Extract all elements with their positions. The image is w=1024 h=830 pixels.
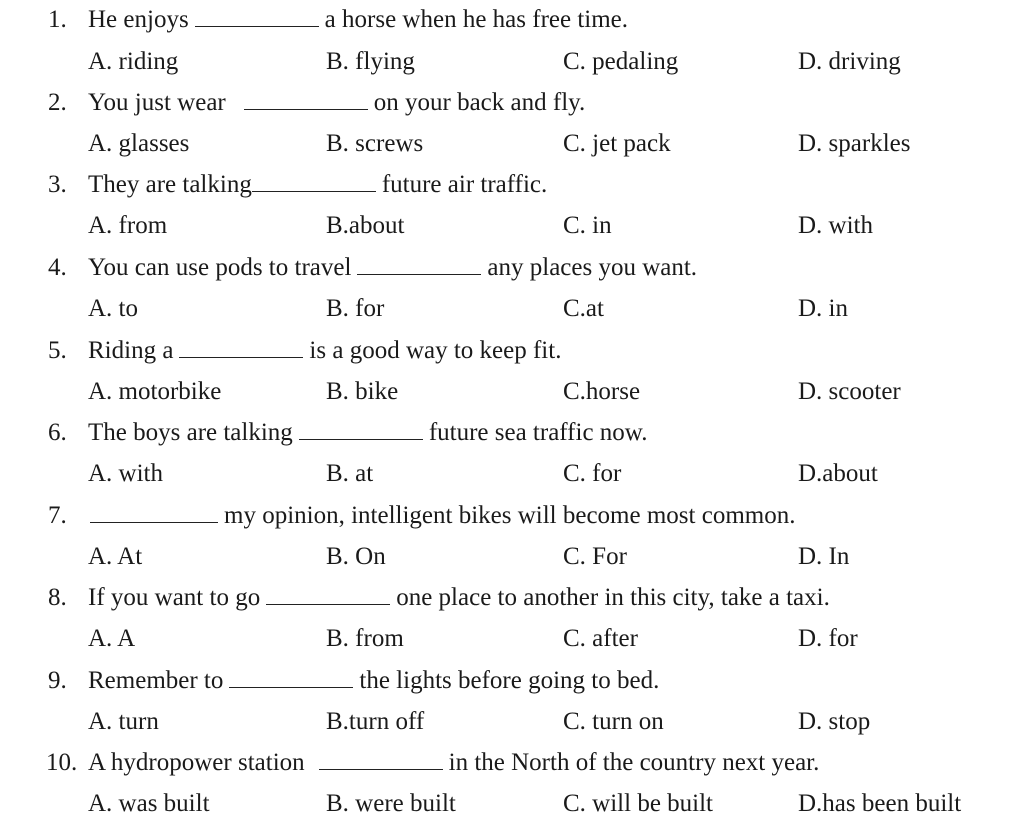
option-b: B. for xyxy=(326,295,385,322)
option-c: C. jet pack xyxy=(563,130,671,157)
question-text xyxy=(88,6,628,34)
question-9 xyxy=(0,667,1024,707)
question-text xyxy=(88,749,819,777)
question-number: 3. xyxy=(48,171,67,198)
question-stem: Remember to xyxy=(88,667,224,694)
options-5 xyxy=(0,378,1024,418)
question-continuation: is a good way to keep fit. xyxy=(309,337,562,364)
answer-blank xyxy=(90,521,218,523)
question-continuation: my opinion, intelligent bikes will become most common. xyxy=(224,502,796,529)
answer-blank xyxy=(244,108,368,110)
question-stem: The boys are talking xyxy=(88,419,293,446)
option-a: A. motorbike xyxy=(88,378,222,405)
answer-blank xyxy=(319,768,443,770)
option-b: B. flying xyxy=(326,48,415,75)
question-stem: If you want to go xyxy=(88,584,261,611)
option-c: C. will be built xyxy=(563,790,713,817)
question-stem: A hydropower station xyxy=(88,749,305,776)
question-10 xyxy=(0,749,1024,789)
option-a: A. with xyxy=(88,460,163,487)
options-9 xyxy=(0,708,1024,748)
option-b: B.turn off xyxy=(326,708,425,735)
question-text xyxy=(88,502,795,530)
question-stem: They are talking xyxy=(88,171,252,198)
option-d: D. sparkles xyxy=(798,130,911,157)
options-4 xyxy=(0,295,1024,335)
option-d: D. for xyxy=(798,625,858,652)
options-6 xyxy=(0,460,1024,500)
options-8 xyxy=(0,625,1024,665)
options-7 xyxy=(0,543,1024,583)
option-c: C. turn on xyxy=(563,708,664,735)
option-c: C. after xyxy=(563,625,638,652)
answer-blank xyxy=(266,603,390,605)
option-b: B.about xyxy=(326,212,405,239)
question-continuation: the lights before going to bed. xyxy=(359,667,660,694)
question-number: 1. xyxy=(48,6,67,33)
option-b: B. bike xyxy=(326,378,399,405)
question-number: 9. xyxy=(48,667,67,694)
question-number: 6. xyxy=(48,419,67,446)
question-1 xyxy=(0,6,1024,46)
option-a: A. to xyxy=(88,295,138,322)
option-c: C. for xyxy=(563,460,622,487)
question-7 xyxy=(0,502,1024,542)
option-d: D.about xyxy=(798,460,878,487)
question-stem: You can use pods to travel xyxy=(88,254,352,281)
option-b: B. were built xyxy=(326,790,456,817)
option-a: A. glasses xyxy=(88,130,190,157)
option-b: B. at xyxy=(326,460,374,487)
option-b: B. screws xyxy=(326,130,424,157)
question-number: 4. xyxy=(48,254,67,281)
question-number: 10. xyxy=(46,749,78,776)
option-b: B. On xyxy=(326,543,386,570)
option-a: A. riding xyxy=(88,48,179,75)
question-continuation: on your back and fly. xyxy=(373,89,586,116)
question-2 xyxy=(0,89,1024,129)
option-a: A. At xyxy=(88,543,143,570)
option-c: C.horse xyxy=(563,378,641,405)
question-stem: You just wear xyxy=(88,89,226,116)
answer-blank xyxy=(299,438,423,440)
option-a: A. A xyxy=(88,625,136,652)
options-2 xyxy=(0,130,1024,170)
question-text xyxy=(88,419,647,447)
option-d: D. with xyxy=(798,212,873,239)
question-continuation: future air traffic. xyxy=(381,171,548,198)
option-b: B. from xyxy=(326,625,404,652)
option-a: A. turn xyxy=(88,708,159,735)
question-text xyxy=(88,171,547,199)
option-d: D. scooter xyxy=(798,378,901,405)
question-text xyxy=(88,667,659,695)
option-c: C.at xyxy=(563,295,604,322)
question-number: 5. xyxy=(48,337,67,364)
question-stem: He enjoys xyxy=(88,6,189,33)
option-c: C. pedaling xyxy=(563,48,679,75)
question-continuation: any places you want. xyxy=(487,254,698,281)
question-continuation: a horse when he has free time. xyxy=(324,6,629,33)
question-number: 8. xyxy=(48,584,67,611)
question-4 xyxy=(0,254,1024,294)
options-10 xyxy=(0,790,1024,830)
option-d: D.has been built xyxy=(798,790,962,817)
option-a: A. from xyxy=(88,212,168,239)
question-stem: Riding a xyxy=(88,337,174,364)
answer-blank xyxy=(252,190,376,192)
options-1 xyxy=(0,48,1024,88)
option-a: A. was built xyxy=(88,790,210,817)
answer-blank xyxy=(229,686,353,688)
options-3 xyxy=(0,212,1024,252)
question-text xyxy=(88,254,697,282)
question-continuation: one place to another in this city, take a taxi. xyxy=(396,584,830,611)
question-continuation: future sea traffic now. xyxy=(428,419,648,446)
question-8 xyxy=(0,584,1024,624)
option-d: D. In xyxy=(798,543,850,570)
question-6 xyxy=(0,419,1024,459)
question-3 xyxy=(0,171,1024,211)
answer-blank xyxy=(357,273,481,275)
question-text xyxy=(88,89,585,117)
question-5 xyxy=(0,337,1024,377)
option-c: C. For xyxy=(563,543,627,570)
question-text xyxy=(88,337,561,365)
question-number: 7. xyxy=(48,502,67,529)
option-d: D. driving xyxy=(798,48,901,75)
option-c: C. in xyxy=(563,212,612,239)
question-continuation: in the North of the country next year. xyxy=(448,749,820,776)
question-text xyxy=(88,584,830,612)
option-d: D. in xyxy=(798,295,848,322)
answer-blank xyxy=(195,25,319,27)
option-d: D. stop xyxy=(798,708,871,735)
answer-blank xyxy=(179,356,303,358)
question-number: 2. xyxy=(48,89,67,116)
